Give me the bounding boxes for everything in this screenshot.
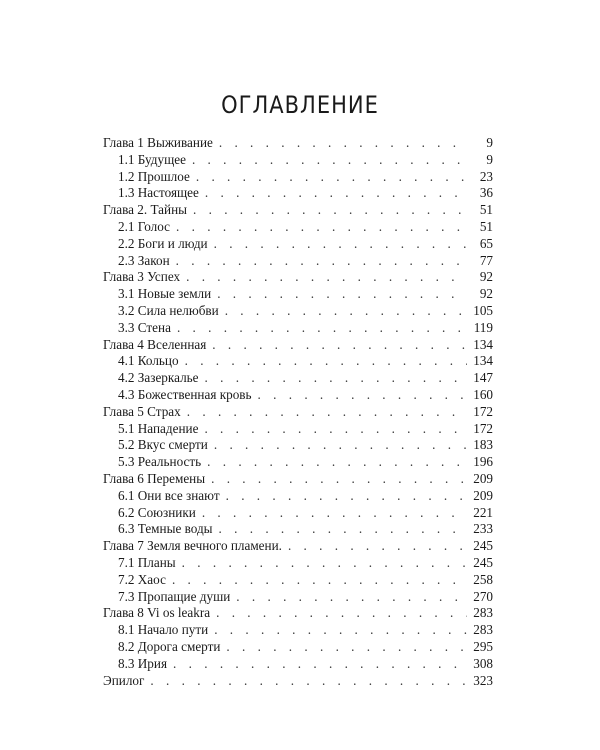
toc-entry-page-number: 245 — [473, 538, 493, 554]
dot-leader — [172, 572, 467, 589]
toc-entry-page-number: 295 — [473, 638, 493, 654]
toc-entry-page-number: 209 — [473, 470, 493, 486]
toc-entry-page-number: 65 — [479, 235, 493, 251]
toc-entry-page-number: 36 — [479, 185, 493, 201]
table-of-contents — [103, 135, 493, 689]
toc-entry-label: 5.2 Вкус смерти — [118, 437, 208, 453]
toc-chapter-entry — [103, 135, 493, 152]
toc-entry-label: 6.2 Союзники — [118, 504, 196, 520]
dot-leader — [177, 320, 467, 337]
toc-subsection-entry — [103, 521, 493, 538]
toc-entry-label: 7.3 Пропащие души — [118, 588, 231, 604]
toc-entry-label: Глава 5 Страх — [103, 403, 181, 419]
toc-subsection-entry — [103, 454, 493, 471]
dot-leader — [202, 505, 467, 522]
toc-entry-page-number: 283 — [473, 605, 493, 621]
dot-leader — [226, 639, 467, 656]
toc-subsection-entry — [103, 572, 493, 589]
toc-entry-page-number: 9 — [486, 135, 493, 150]
toc-subsection-entry — [103, 421, 493, 438]
toc-subsection-entry — [103, 320, 493, 337]
dot-leader — [236, 589, 467, 606]
toc-entry-label: 8.2 Дорога смерти — [118, 638, 221, 654]
dot-leader — [173, 656, 467, 673]
dot-leader — [185, 353, 467, 370]
toc-chapter-entry — [103, 538, 493, 555]
toc-entry-page-number: 92 — [479, 286, 493, 302]
page-title: ОГЛАВЛЕНИЕ — [221, 91, 379, 119]
dot-leader — [187, 404, 467, 421]
toc-subsection-entry — [103, 303, 493, 320]
toc-entry-label: 4.2 Зазеркалье — [118, 370, 199, 386]
toc-subsection-entry — [103, 589, 493, 606]
toc-entry-label: Глава 4 Вселенная — [103, 336, 207, 352]
toc-subsection-entry — [103, 656, 493, 673]
toc-entry-label: 8.1 Начало пути — [118, 622, 209, 638]
toc-entry-page-number: 23 — [479, 168, 493, 184]
dot-leader — [214, 437, 467, 454]
toc-entry-page-number: 270 — [473, 588, 493, 604]
toc-subsection-entry — [103, 387, 493, 404]
dot-leader — [216, 605, 467, 622]
dot-leader — [217, 286, 467, 303]
toc-entry-page-number: 221 — [473, 504, 493, 520]
toc-entry-label: Эпилог — [103, 672, 145, 688]
dot-leader — [211, 471, 467, 488]
toc-entry-page-number: 77 — [479, 252, 493, 268]
toc-entry-page-number: 147 — [473, 370, 493, 386]
toc-entry-page-number: 9 — [486, 151, 493, 167]
toc-subsection-entry — [103, 353, 493, 370]
toc-entry-page-number: 160 — [473, 386, 493, 402]
toc-entry-page-number: 283 — [473, 622, 493, 638]
toc-entry-label: 3.2 Сила нелюбви — [118, 302, 219, 318]
toc-entry-label: 7.2 Хаос — [118, 571, 166, 587]
toc-entry-page-number: 323 — [473, 672, 493, 688]
toc-entry-page-number: 92 — [479, 269, 493, 285]
toc-entry-label: 2.3 Закон — [118, 252, 170, 268]
toc-chapter-entry — [103, 673, 493, 690]
toc-chapter-entry — [103, 605, 493, 622]
toc-subsection-entry — [103, 219, 493, 236]
toc-entry-label: Глава 6 Перемены — [103, 470, 206, 486]
toc-entry-page-number: 245 — [473, 554, 493, 570]
toc-entry-page-number: 51 — [479, 218, 493, 234]
toc-entry-page-number: 105 — [473, 302, 493, 318]
dot-leader — [219, 135, 467, 152]
toc-entry-page-number: 183 — [473, 437, 493, 453]
toc-entry-label: 4.3 Божественная кровь — [118, 386, 252, 402]
toc-entry-label: Глава 1 Выживание — [103, 135, 213, 150]
dot-leader — [258, 387, 467, 404]
toc-subsection-entry — [103, 185, 493, 202]
toc-entry-page-number: 51 — [479, 202, 493, 218]
dot-leader — [176, 253, 467, 270]
dot-leader — [193, 202, 467, 219]
toc-entry-label: 8.3 Ирия — [118, 655, 168, 671]
dot-leader — [176, 219, 467, 236]
toc-subsection-entry — [103, 555, 493, 572]
toc-subsection-entry — [103, 236, 493, 253]
toc-entry-label: Глава 7 Земля вечного пламени. — [103, 538, 282, 554]
toc-entry-label: 6.3 Темные воды — [118, 521, 213, 537]
toc-entry-label: Глава 8 Vi os leakra — [103, 605, 211, 621]
toc-subsection-entry — [103, 169, 493, 186]
toc-subsection-entry — [103, 253, 493, 270]
dot-leader — [192, 152, 467, 169]
toc-entry-page-number: 209 — [473, 487, 493, 503]
dot-leader — [214, 622, 467, 639]
dot-leader — [214, 236, 467, 253]
toc-entry-page-number: 134 — [473, 336, 493, 352]
toc-entry-label: 7.1 Планы — [118, 554, 176, 570]
dot-leader — [186, 269, 467, 286]
toc-subsection-entry — [103, 286, 493, 303]
dot-leader — [205, 185, 467, 202]
toc-entry-page-number: 119 — [473, 319, 493, 335]
toc-entry-label: Глава 2. Тайны — [103, 202, 188, 218]
toc-chapter-entry — [103, 269, 493, 286]
toc-entry-label: Глава 3 Успех — [103, 269, 181, 285]
toc-chapter-entry — [103, 471, 493, 488]
toc-entry-label: 1.2 Прошлое — [118, 168, 190, 184]
toc-chapter-entry — [103, 337, 493, 354]
dot-leader — [196, 169, 467, 186]
dot-leader — [219, 521, 467, 538]
dot-leader — [225, 303, 467, 320]
toc-subsection-entry — [103, 370, 493, 387]
toc-entry-label: 4.1 Кольцо — [118, 353, 179, 369]
toc-chapter-entry — [103, 404, 493, 421]
toc-entry-page-number: 172 — [473, 420, 493, 436]
toc-entry-page-number: 134 — [473, 353, 493, 369]
toc-subsection-entry — [103, 488, 493, 505]
toc-entry-label: 1.1 Будущее — [118, 151, 186, 167]
toc-subsection-entry — [103, 505, 493, 522]
toc-entry-label: 6.1 Они все знают — [118, 487, 220, 503]
toc-entry-label: 5.3 Реальность — [118, 454, 202, 470]
dot-leader — [212, 337, 467, 354]
toc-subsection-entry — [103, 152, 493, 169]
toc-entry-label: 1.3 Настоящее — [118, 185, 199, 201]
toc-entry-label: 2.1 Голос — [118, 218, 171, 234]
dot-leader — [226, 488, 467, 505]
toc-entry-page-number: 258 — [473, 571, 493, 587]
dot-leader — [204, 421, 467, 438]
toc-entry-label: 2.2 Боги и люди — [118, 235, 208, 251]
toc-entry-label: 3.1 Новые земли — [118, 286, 212, 302]
dot-leader — [207, 454, 467, 471]
dot-leader — [205, 370, 467, 387]
toc-subsection-entry — [103, 437, 493, 454]
toc-entry-page-number: 172 — [473, 403, 493, 419]
toc-entry-label: 5.1 Нападение — [118, 420, 199, 436]
toc-subsection-entry — [103, 639, 493, 656]
toc-entry-page-number: 196 — [473, 454, 493, 470]
dot-leader — [182, 555, 467, 572]
toc-entry-page-number: 308 — [473, 655, 493, 671]
toc-chapter-entry — [103, 202, 493, 219]
toc-subsection-entry — [103, 622, 493, 639]
dot-leader — [288, 538, 467, 555]
toc-entry-label: 3.3 Стена — [118, 319, 171, 335]
dot-leader — [150, 673, 467, 690]
toc-entry-page-number: 233 — [473, 521, 493, 537]
